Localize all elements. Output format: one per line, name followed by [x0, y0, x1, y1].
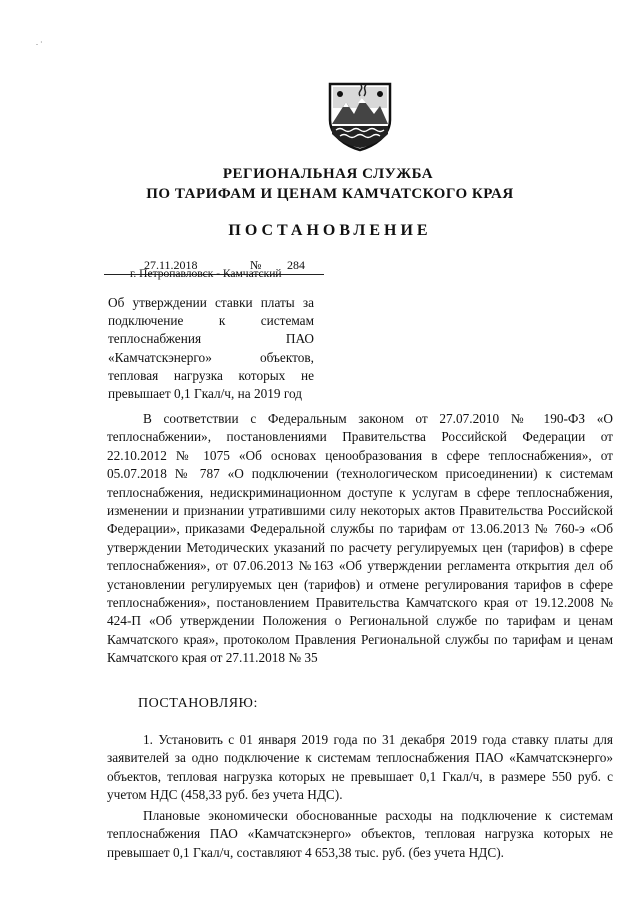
- document-number: 284: [287, 258, 305, 272]
- resolution-point-1: [107, 731, 613, 805]
- document-subject: Об утверждении ставки платы за подключение к системам теплоснабжения ПАО «Камчатскэнерго» объектов, тепловая нагрузка которых не превышает 0,1 Гкал/ч, на 2019 год: [108, 295, 314, 402]
- resolve-heading: ПОСТАНОВЛЯЮ:: [138, 696, 258, 711]
- preamble-section: [107, 410, 613, 668]
- organization-name-line1: РЕГИОНАЛЬНАЯ СЛУЖБА: [222, 166, 434, 182]
- preamble-paragraph: В соответствии с Федеральным законом от 27.07.2010 № 190-ФЗ «О теплоснабжении», постановлениями Правительства Российской Федерации от 22.10.2012 № 1075 «Об основах ценообразования в сфере теплоснабжения», от 05.07.2018 № 787 «О подключении (технологическом присоединении) к системам теплоснабжения, недискриминационном доступе к услугам в сфере теплоснабжения, изменении и признании утратившими силу некоторых актов Правительства Российской Федерации», приказами Федеральной службы по тарифам от 13.06.2013 № 760-э «Об утверждении Методических указаний по расчету регулируемых цен (тарифов) в сфере теплоснабжения», от 07.06.2013 №163 «Об утверждении регламента открытия дел об установлении регулируемых цен (тарифов) и отмене регулирования тарифов в сфере теплоснабжения», постановлением Правительства Камчатского края от 19.12.2008 № 424-П «Об утверждении Положения о Региональной службе по тарифам и ценам Камчатского края», протоколом Правления Региональной службы по тарифам и ценам Камчатского края от 27.11.2018 № 35: [107, 411, 613, 666]
- document-date: 27.11.2018: [144, 258, 198, 272]
- number-label: №: [250, 258, 262, 272]
- kamchatka-krai-coat-of-arms-icon: [324, 80, 396, 152]
- scan-speck: . ·: [36, 38, 43, 47]
- document-type-title: ПОСТАНОВЛЕНИЕ: [228, 222, 432, 239]
- organization-name-line2: ПО ТАРИФАМ И ЦЕНАМ КАМЧАТСКОГО КРАЯ: [146, 186, 514, 202]
- point-1-text: 1. Установить с 01 января 2019 года по 31 декабря 2019 года ставку платы для заявителей за одно подключение к системам теплоснабжения ПАО «Камчатскэнерго» объектов, тепловая нагрузка которых не превышает 0,1 Гкал/ч, в размере 550 руб. с учетом НДС (458,33 руб. без учета НДС).: [107, 732, 613, 803]
- place-of-issue: г. Петропавловск - Камчатский: [130, 268, 282, 280]
- point-2-text: Плановые экономически обоснованные расходы на подключение к системам теплоснабжения ПАО «Камчатскэнерго» объектов, тепловая нагрузка которых не превышает 0,1 Гкал/ч, составляют 4 653,38 тыс. руб. (без учета НДС).: [107, 808, 613, 860]
- resolution-point-1-continued: [107, 807, 613, 862]
